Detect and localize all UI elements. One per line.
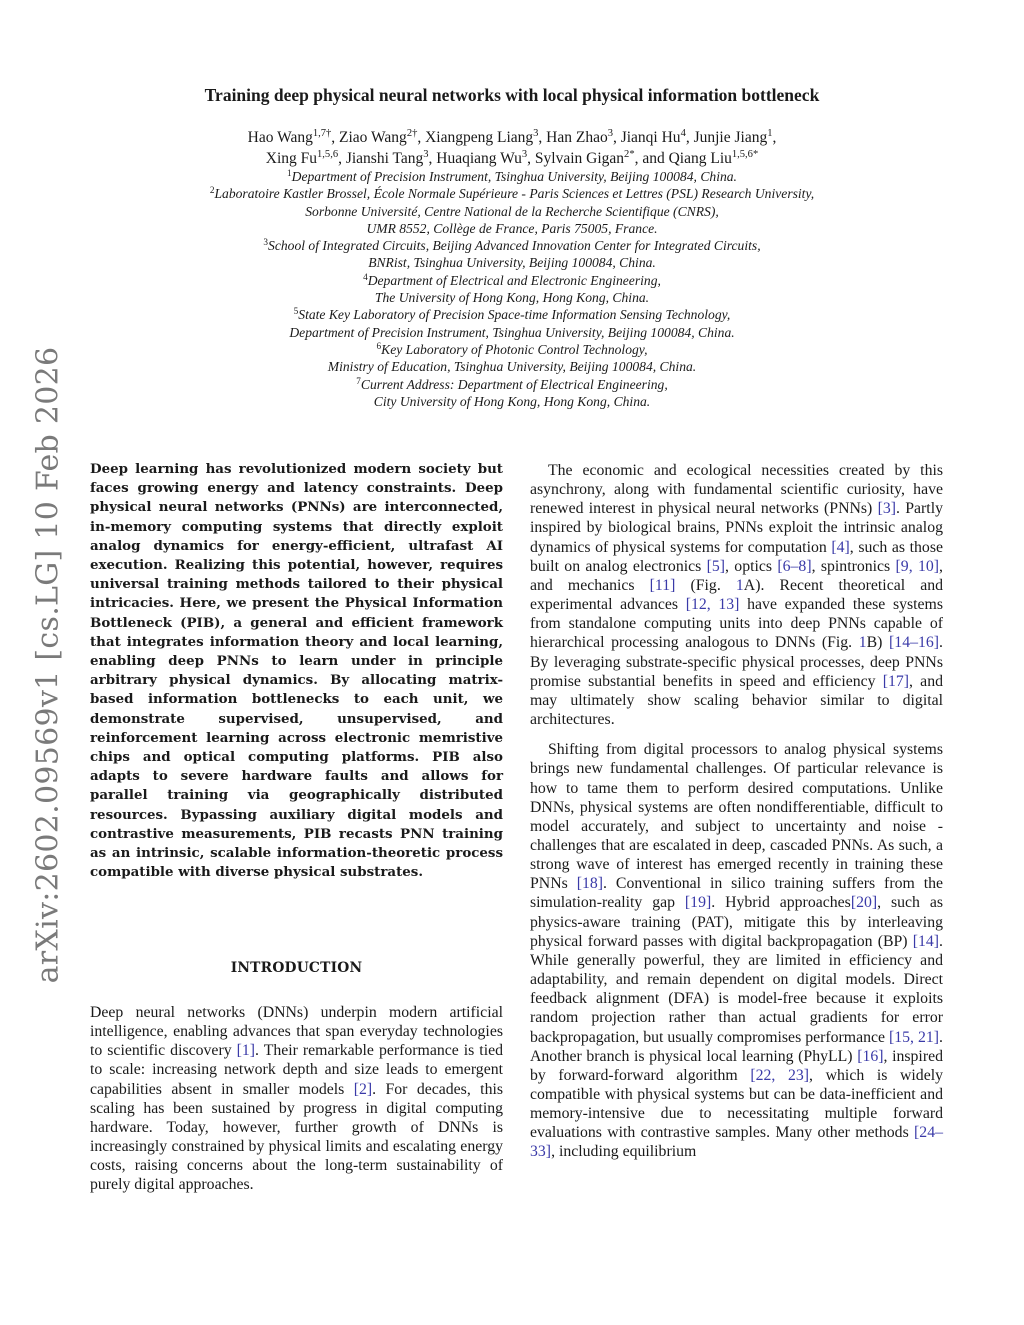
right-column-text: [530, 461, 943, 1173]
affiliation-line: [0, 220, 1024, 237]
affiliation-text: City University of Hong Kong, Hong Kong, China.: [373, 393, 651, 409]
affiliation-line: [0, 272, 1024, 289]
affiliation-superscript: 6: [376, 340, 382, 351]
left-column-text: [90, 1003, 503, 1195]
paragraph-text: . Their remarkable performance is tied to scale: increasing network depth and size leads to emergent capabilities absent in smaller models: [90, 1042, 503, 1098]
affiliation-line: [0, 393, 1024, 410]
author-name: Huaqiang Wu: [436, 150, 522, 167]
author-name: Ziao Wang: [339, 129, 407, 146]
paragraph-text: . For decades, this scaling has been sustained by progress in digital computing hardware. Today, however, further growth of DNNs is increasingly constrained by physical limits and escalating energy costs, raising concerns about the long-term sustainability of purely digital approaches.: [90, 1080, 503, 1194]
author-superscript: 3: [533, 128, 539, 140]
affiliation-text: Laboratoire Kastler Brossel, École Normale Supérieure - Paris Sciences et Lettres (PSL) Research University,: [214, 186, 815, 202]
author-name: Xing Fu: [265, 150, 318, 167]
paragraph-text: , and mechanics: [530, 557, 943, 594]
citation-link[interactable]: [19]: [684, 894, 712, 912]
citation-link[interactable]: [14]: [912, 932, 940, 950]
paragraph-text: have expanded these systems from standalone computing units into deep PNNs capable of hierarchical processing analogous to DNNs (Fig.: [530, 596, 943, 652]
section-heading-introduction: INTRODUCTION: [230, 960, 363, 976]
author-list: [0, 127, 1024, 169]
author-superscript: 2*: [624, 149, 635, 161]
citation-link[interactable]: [9, 10]: [895, 557, 940, 575]
affiliation-line: [0, 306, 1024, 323]
affiliation-text: Ministry of Education, Tsinghua University, Beijing 100084, China.: [327, 359, 697, 375]
paragraph-text: , optics: [725, 557, 778, 575]
author-superscript: 1,7†: [312, 128, 332, 140]
affiliation-text: Key Laboratory of Photonic Control Technology,: [381, 341, 648, 357]
paragraph-text: , spintronics: [811, 557, 896, 575]
paragraph-text: Deep neural networks (DNNs) underpin modern artificial intelligence, enabling advances that span everyday technologies to scientific discovery: [90, 1004, 503, 1060]
citation-link[interactable]: [5]: [706, 557, 726, 575]
citation-link[interactable]: [15, 21]: [889, 1028, 940, 1046]
paper-title: Training deep physical neural networks with local physical information bottleneck: [204, 85, 820, 105]
paragraph-text: , such as physics-aware training (PAT), mitigate this by interleaving physical forward passes with digital backpropagation (BP): [530, 894, 944, 950]
abstract: Deep learning has revolutionized modern society but faces growing energy and latency constraints. Deep physical neural networks (PNNs) are interconnected, in-memory computing systems that directly exploit analog dynamics for energy-efficient, ultrafast AI execution. Realizing this potential, however, requires universal training methods tailored to their physical intricacies. Here, we present the Physical Information Bottleneck (PIB), a general and efficient framework that integrates information theory and local learning, enabling deep PNNs to learn under in principle arbitrary physical dynamics. By allocating matrix-based information bottlenecks to each unit, we demonstrate supervised, unsupervised, and reinforcement learning across electronic memristive chips and optical computing platforms. PIB also adapts to severe hardware faults and allows for parallel training via geographically distributed resources. Bypassing auxiliary digital models and contrastive measurements, PIB recasts PNN training as an intrinsic, scalable information-theoretic process compatible with diverse physical substrates.: [90, 461, 503, 881]
author-superscript: 1,5,6*: [731, 149, 759, 161]
citation-link[interactable]: [18]: [576, 875, 604, 893]
affiliation-line: [0, 237, 1024, 254]
affiliation-text: School of Integrated Circuits, Beijing Advanced Innovation Center for Integrated Circuits,: [268, 238, 761, 254]
paragraph-text: . Hybrid approaches: [711, 894, 851, 912]
affiliation-line: [0, 358, 1024, 375]
arxiv-identifier-stamp: arXiv:2602.09569v1 [cs.LG] 10 Feb 2026: [30, 346, 66, 984]
author-name: Qiang Liu: [668, 150, 732, 167]
affiliation-line: [0, 254, 1024, 271]
author-name: Jianshi Tang: [345, 150, 424, 167]
author-name: Jianqi Hu: [620, 129, 681, 146]
citation-link[interactable]: [3]: [877, 500, 897, 518]
citation-link[interactable]: [6–8]: [777, 557, 812, 575]
affiliation-text: UMR 8552, Collège de France, Paris 75005, France.: [366, 220, 658, 236]
affiliation-line: [0, 185, 1024, 202]
paragraph-text: , inspired by forward-forward algorithm: [530, 1047, 943, 1084]
paragraph-text: , such as those built on analog electronics: [530, 538, 943, 575]
paragraph-text: A). Recent theoretical and experimental advances: [530, 576, 943, 614]
author-name: Junjie Jiang: [693, 129, 768, 146]
paragraph-text: , and may ultimately show scaling behavior similar to digital architectures.: [530, 672, 943, 729]
citation-link[interactable]: [1]: [236, 1042, 256, 1060]
paragraph: [530, 461, 943, 729]
paragraph: [530, 740, 943, 1161]
paragraph-text: , which is widely compatible with physical systems but can be data-inefficient and memory-intensive due to necessitating multiple forward evaluations with contrastive samples. Many other methods: [530, 1066, 944, 1142]
citation-link[interactable]: [14–16]: [889, 634, 940, 652]
affiliation-text: Department of Precision Instrument, Tsinghua University, Beijing 100084, China.: [291, 169, 737, 184]
affiliation-line: [0, 203, 1024, 220]
paragraph-text: , including equilibrium: [551, 1143, 697, 1161]
affiliation-superscript: 2: [209, 185, 215, 196]
paragraph-text: The economic and ecological necessities created by this asynchrony, along with fundamental scientific curiosity, have renewed interest in physical neural networks (PNNs): [530, 462, 943, 518]
affiliation-superscript: 3: [263, 237, 269, 248]
affiliation-line: [0, 376, 1024, 393]
citation-link[interactable]: 1: [735, 576, 744, 594]
citation-link[interactable]: [2]: [353, 1080, 373, 1098]
affiliation-text: BNRist, Tsinghua University, Beijing 100084, China.: [368, 255, 656, 271]
paragraph-text: . By leveraging substrate-specific physical processes, deep PNNs promise substantial benefits in speed and efficiency: [530, 634, 943, 690]
author-superscript: 4: [680, 128, 686, 140]
paragraph-text: (Fig.: [675, 576, 736, 594]
paragraph-text: . While generally powerful, they are limited in efficiency and adaptability, and remain dependent on digital models. Direct feedback alignment (DFA) is model-free because it exploits random projection rather than actual gradients for error backpropagation, but usually compromises performance: [530, 932, 943, 1046]
citation-link[interactable]: [22, 23]: [750, 1066, 810, 1084]
affiliation-line: [0, 324, 1024, 341]
author-superscript: 1: [767, 128, 773, 140]
paragraph-text: . Partly inspired by biological brains, PNNs exploit the intrinsic analog dynamics of physical systems for computation: [530, 500, 943, 556]
citation-link[interactable]: 1: [858, 634, 867, 652]
author-superscript: 3: [521, 149, 528, 161]
paragraph: [90, 1003, 503, 1195]
author-name: Sylvain Gigan: [534, 150, 625, 167]
affiliation-line: [0, 289, 1024, 306]
paragraph-text: . Conventional in silico training suffers from the simulation-reality gap: [530, 875, 943, 912]
author-superscript: 3: [423, 149, 429, 161]
author-name: Xiangpeng Liang: [425, 129, 534, 146]
affiliation-line: [0, 341, 1024, 358]
affiliation-text: Sorbonne Université, Centre National de la Recherche Scientifique (CNRS),: [305, 203, 719, 219]
affiliation-superscript: 4: [363, 271, 368, 282]
author-superscript: 1,5,6: [317, 149, 339, 161]
paragraph-text: . Another branch is physical local learning (PhyLL): [530, 1028, 943, 1065]
author-name: Han Zhao: [546, 129, 608, 146]
affiliation-list: [0, 168, 1024, 410]
author-line-1: Hao Wang$^{1,7\dagger}$, Ziao Wang$^{2\dagger}$, Xiangpeng Liang$^3$, Han Zhao$^3$, Jianqi Hu$^4$, Junjie Jiang$^1$,: [247, 128, 777, 146]
affiliation-line: [0, 168, 1024, 185]
citation-link[interactable]: [17]: [882, 672, 910, 690]
affiliation-text: Department of Electrical and Electronic Engineering,: [367, 272, 661, 288]
affiliation-text: The University of Hong Kong, Hong Kong, China.: [374, 290, 650, 306]
citation-link[interactable]: [24–33]: [530, 1124, 943, 1161]
author-superscript: 3: [607, 128, 613, 140]
citation-link[interactable]: [11]: [649, 576, 676, 594]
citation-link[interactable]: [20]: [850, 894, 878, 912]
citation-link[interactable]: [16]: [857, 1047, 884, 1065]
author-superscript: 2†: [406, 128, 418, 140]
paragraph-text: Shifting from digital processors to analog physical systems brings new fundamental challenges. Of particular relevance is how to tame them to perform desired computations. Unlike DNNs, physical systems are often nondifferentiable, difficult to model accurately, and subject to uncertainty and noise - challenges that are escalated in deep, cascaded PNNs. As such, a strong wave of interest has emerged recently in training these PNNs: [530, 741, 943, 893]
paragraph-text: B): [866, 634, 890, 652]
affiliation-superscript: 7: [356, 375, 361, 386]
author-name: Hao Wang: [247, 129, 313, 146]
author-line-2: Xing Fu$^{1,5,6}$, Jianshi Tang$^3$, Huaqiang Wu$^3$, Sylvain Gigan$^{2*}$, and Qiang Liu$^{1,5,6*}$: [265, 149, 759, 167]
affiliation-text: State Key Laboratory of Precision Space-time Information Sensing Technology,: [298, 307, 731, 323]
citation-link[interactable]: [12, 13]: [685, 596, 740, 614]
affiliation-superscript: 5: [293, 306, 299, 317]
affiliation-text: Department of Precision Instrument, Tsinghua University, Beijing 100084, China.: [289, 324, 735, 340]
citation-link[interactable]: [4]: [831, 538, 850, 556]
affiliation-text: Current Address: Department of Electrical Engineering,: [360, 376, 668, 392]
affiliation-superscript: 1: [287, 167, 292, 178]
